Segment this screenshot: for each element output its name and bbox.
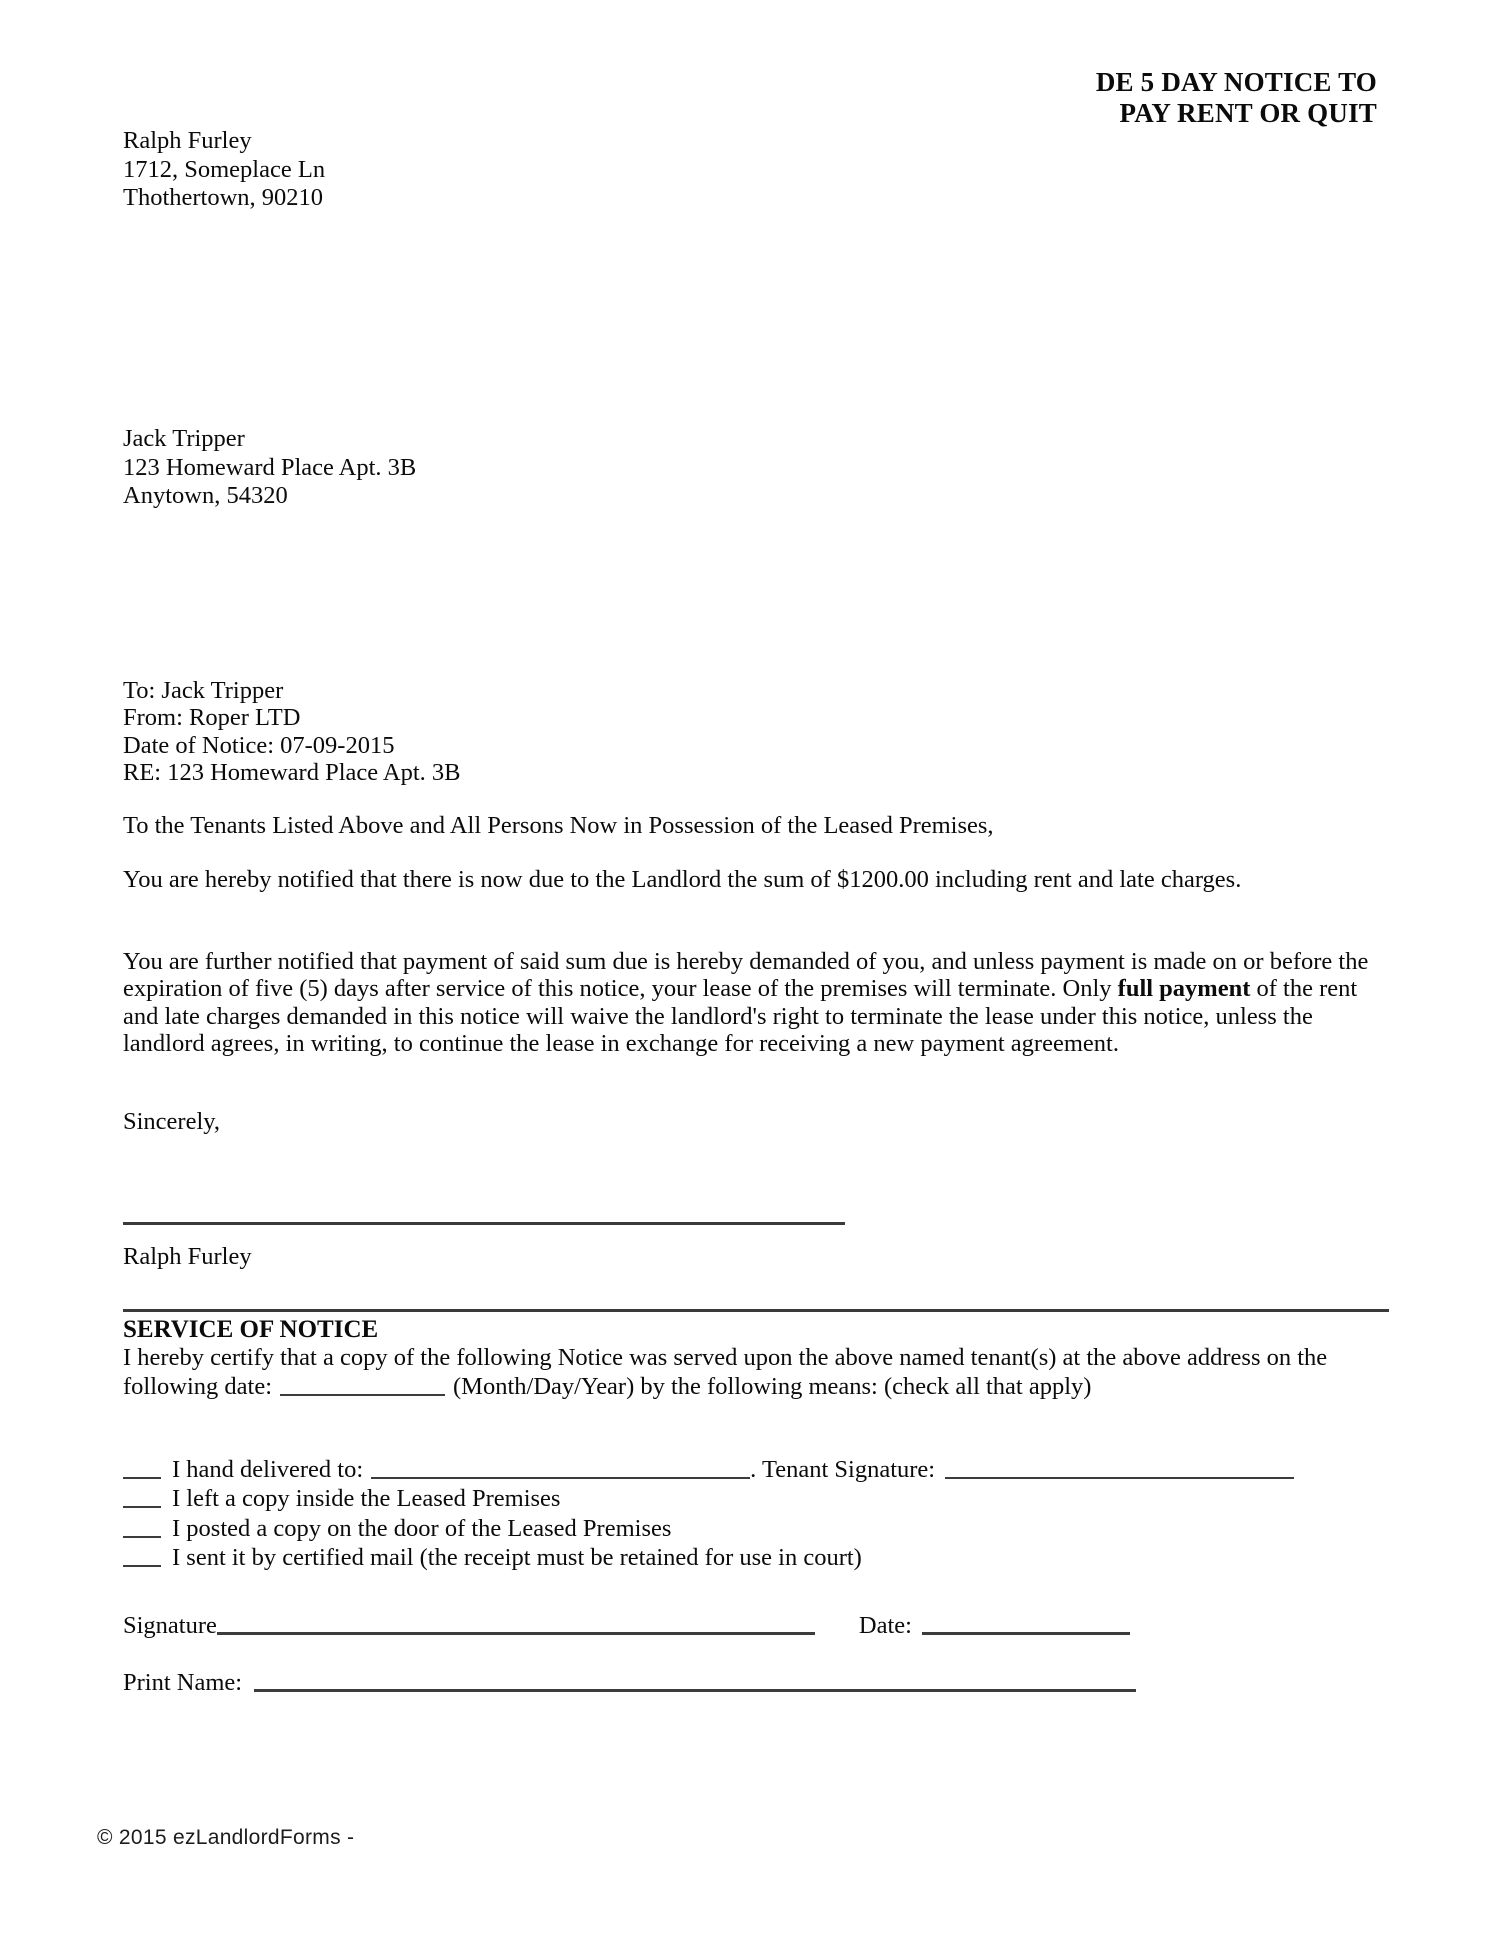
print-name-label: Print Name: xyxy=(123,1669,243,1696)
checkbox-blank xyxy=(123,1506,161,1508)
service-method-item-left-copy xyxy=(123,1484,1463,1513)
tenant-name: Jack Tripper xyxy=(123,425,245,452)
service-method-item-certified-mail xyxy=(123,1543,1463,1572)
tenant-address-line1: 123 Homeward Place Apt. 3B xyxy=(123,453,417,481)
service-method-label: I posted a copy on the door of the Leased Premises xyxy=(172,1514,672,1542)
landlord-name: Ralph Furley xyxy=(123,127,252,154)
service-certification-text-1: I hereby certify that a copy of the following Notice was served upon the above named tenant(s) at the above address on the following date: xyxy=(123,1344,1328,1400)
service-method-label: I sent it by certified mail (the receipt must be retained for use in court) xyxy=(172,1544,862,1572)
signature-label: Signature xyxy=(123,1612,217,1639)
closing-text: Sincerely, xyxy=(123,1108,221,1135)
payment-demand-text-1: You are further notified that payment of said sum due is hereby demanded of you, and unless payment is made on or before the expiration of five (5) days after service of this notice, your lease of the premises will terminate. Only xyxy=(123,948,1369,1003)
document-title-line1: DE 5 DAY NOTICE TO xyxy=(1095,67,1377,97)
section-divider xyxy=(123,1309,1389,1312)
landlord-signature-line xyxy=(123,1222,845,1225)
checkbox-blank xyxy=(123,1565,161,1567)
landlord-signature-name: Ralph Furley xyxy=(123,1243,252,1270)
payment-demand-paragraph xyxy=(123,948,1393,1058)
service-method-item-hand-delivered xyxy=(123,1455,1463,1484)
landlord-address-block xyxy=(123,127,325,213)
tenant-signature-label: . Tenant Signature: xyxy=(750,1456,936,1483)
meta-date-line: Date of Notice: 07-09-2015 xyxy=(123,731,395,759)
meta-to-line: To: Jack Tripper xyxy=(123,677,284,704)
document-title-line2: PAY RENT OR QUIT xyxy=(1119,98,1377,128)
hand-delivered-name-blank xyxy=(371,1477,750,1479)
service-certification-text-2: (Month/Day/Year) by the following means: (check all that apply) xyxy=(453,1373,1092,1400)
signature-blank xyxy=(217,1632,815,1635)
print-name-blank xyxy=(254,1689,1136,1692)
service-certification-text xyxy=(123,1343,1393,1401)
landlord-address-line2: Thothertown, 90210 xyxy=(123,184,324,212)
full-payment-bold-text: full payment xyxy=(1117,975,1251,1003)
service-method-label: I left a copy inside the Leased Premises xyxy=(172,1485,561,1513)
notice-meta-block xyxy=(123,677,461,787)
tenant-address-block xyxy=(123,425,416,511)
salutation-text: To the Tenants Listed Above and All Persons Now in Possession of the Leased Premises, xyxy=(123,812,994,839)
tenant-address-line2: Anytown, 54320 xyxy=(123,482,288,510)
payment-demand-text-2: of the rent and late charges demanded in this notice will waive the landlord's right to terminate the lease under this notice, unless the landlord agrees, in writing, to continue the lease in exchange for receiving a new payment agreement. xyxy=(123,975,1358,1058)
meta-re-line: RE: 123 Homeward Place Apt. 3B xyxy=(123,759,461,787)
checkbox-blank xyxy=(123,1477,161,1479)
date-blank xyxy=(922,1632,1130,1635)
service-date-blank xyxy=(280,1394,445,1396)
amount-due-paragraph: You are hereby notified that there is now due to the Landlord the sum of $1200.00 including rent and late charges. xyxy=(123,866,1242,893)
service-method-label: I hand delivered to: xyxy=(172,1456,364,1483)
service-method-list xyxy=(123,1455,1463,1573)
landlord-address-line1: 1712, Someplace Ln xyxy=(123,155,326,183)
checkbox-blank xyxy=(123,1536,161,1538)
service-method-item-posted-copy xyxy=(123,1514,1463,1543)
meta-from-line: From: Roper LTD xyxy=(123,704,301,732)
date-label: Date: xyxy=(858,1612,912,1639)
print-name-row xyxy=(123,1669,1136,1696)
tenant-signature-blank xyxy=(945,1477,1294,1479)
signature-date-row xyxy=(123,1612,1130,1639)
footer-copyright: © 2015 ezLandlordForms - xyxy=(97,1826,355,1849)
service-of-notice-title: SERVICE OF NOTICE xyxy=(123,1316,379,1343)
document-title xyxy=(1096,67,1377,129)
